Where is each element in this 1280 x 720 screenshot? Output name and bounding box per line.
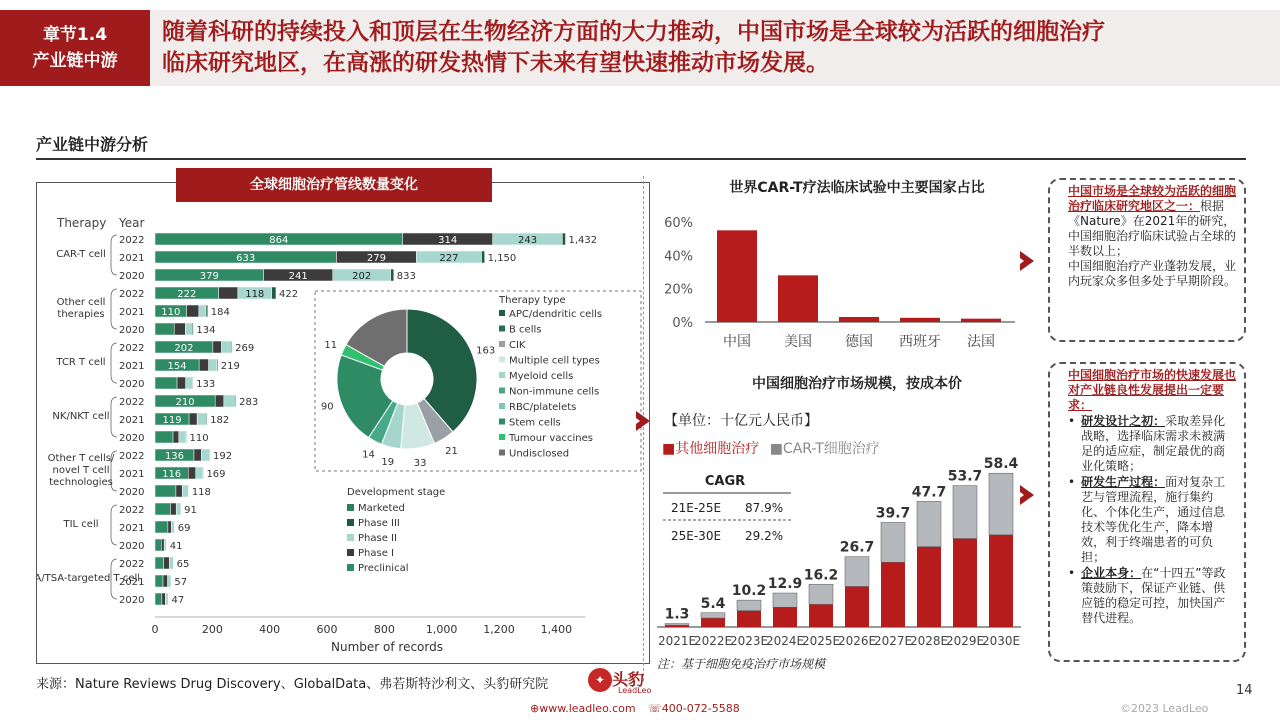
- therapy-legend-label: Stem cells: [509, 417, 561, 429]
- total-label: 110: [189, 433, 209, 444]
- total-label: 219: [220, 361, 240, 372]
- market-bar-cart: [881, 522, 905, 562]
- year-label: 2021: [119, 361, 145, 372]
- total-label: 41: [169, 541, 183, 552]
- market-total-label: 12.9: [767, 576, 803, 593]
- pipeline-bar-segment: [206, 413, 207, 425]
- segment-label: 110: [161, 307, 181, 318]
- pipeline-bar-segment: [161, 539, 164, 551]
- therapy-label: Other T cells/: [47, 453, 115, 464]
- stage-legend-swatch: [347, 549, 354, 556]
- segment-label: 118: [245, 289, 265, 300]
- therapy-label: TIL cell: [63, 519, 99, 530]
- pipeline-bar-segment: [213, 341, 222, 353]
- therapy-legend-swatch: [499, 357, 505, 363]
- market-bar-other: [989, 535, 1013, 627]
- website-text: www.leadleo.com: [539, 702, 636, 715]
- total-label: 269: [235, 343, 255, 354]
- therapy-legend-label: Multiple cell types: [509, 355, 600, 367]
- donut-label: 163: [476, 345, 496, 357]
- total-label: 91: [184, 505, 197, 516]
- therapy-label: CAR-T cell: [56, 249, 106, 260]
- stage-legend-label: Phase I: [358, 548, 394, 559]
- therapy-legend-swatch: [499, 326, 505, 332]
- pipeline-bar-segment: [162, 593, 165, 605]
- market-total-label: 39.7: [875, 505, 911, 522]
- country-label: 法国: [967, 334, 995, 350]
- year-label: 2022: [119, 559, 145, 570]
- market-total-label: 47.7: [911, 484, 947, 501]
- pipeline-bar-segment: [199, 305, 206, 317]
- market-year-label: 2021E: [657, 634, 697, 648]
- arrow-right-icon: [636, 411, 650, 431]
- therapy-legend-swatch: [499, 403, 505, 409]
- chapter-badge: [0, 10, 150, 86]
- bullet-dot-icon: •: [1068, 475, 1076, 489]
- country-y-tick: 40%: [664, 249, 693, 265]
- market-bar-other: [737, 611, 761, 627]
- stage-legend-label: Phase III: [358, 518, 400, 529]
- market-bar-cart: [773, 593, 797, 607]
- segment-label: 241: [288, 271, 308, 282]
- x-axis-title: Number of records: [331, 640, 443, 654]
- therapy-legend-swatch: [499, 450, 505, 456]
- pipeline-bar-segment: [215, 395, 224, 407]
- pipeline-bar-segment: [201, 449, 209, 461]
- total-label: 1,150: [487, 253, 517, 264]
- pipeline-bar-segment: [189, 413, 197, 425]
- total-label: 182: [210, 415, 230, 426]
- pipeline-bar-segment: [219, 287, 238, 299]
- pipeline-bar-segment: [224, 395, 235, 407]
- segment-label: 633: [236, 253, 256, 264]
- bullet-text: 在“十四五”等政策鼓励下，保证产业链、供应链的稳定可控，加快国产替代进程。: [1081, 566, 1226, 625]
- footnote: 注：基于细胞免疫治疗市场规模: [657, 657, 826, 671]
- year-label: 2021: [119, 307, 145, 318]
- bullet-dot-icon: •: [1068, 566, 1076, 580]
- therapy-legend-swatch: [499, 372, 505, 378]
- year-label: 2020: [119, 595, 145, 606]
- market-bar-cart: [953, 486, 977, 539]
- pipeline-bar-segment: [185, 323, 192, 335]
- note2-bullet: [1068, 414, 1236, 474]
- year-label: 2020: [119, 325, 145, 336]
- year-label: 2021: [119, 415, 145, 426]
- therapy-legend-label: Tumour vaccines: [509, 433, 593, 444]
- segment-label: 243: [517, 235, 538, 246]
- pipeline-bar-segment: [170, 503, 176, 515]
- market-bar-other: [881, 562, 905, 627]
- globe-icon: ⊕: [530, 702, 540, 715]
- market-total-label: 5.4: [700, 595, 726, 612]
- pipeline-bar-segment: [192, 323, 193, 335]
- therapy-legend-label: Myeloid cells: [509, 371, 574, 382]
- bullet-content: [1081, 566, 1236, 626]
- pipeline-bar-segment: [272, 287, 276, 299]
- logo-text: 头豹: [612, 670, 645, 689]
- market-year-label: 2026E: [837, 634, 877, 648]
- x-tick-label: 1,400: [540, 623, 573, 636]
- pipeline-bar-segment: [155, 521, 168, 533]
- leadleo-logo-icon: ✦: [588, 668, 612, 692]
- pipeline-bar-segment: [155, 503, 170, 515]
- segment-label: 222: [177, 289, 197, 300]
- pipeline-bar-segment: [155, 377, 177, 389]
- country-chart-title: 世界CAR-T疗法临床试验中主要国家占比: [729, 180, 985, 196]
- therapy-label: therapies: [57, 309, 105, 320]
- website-link[interactable]: [530, 702, 636, 715]
- therapy-legend-title: Therapy type: [499, 295, 566, 306]
- pipeline-bar-segment: [209, 359, 217, 371]
- market-legend: [662, 438, 880, 458]
- pipeline-bar-segment: [155, 323, 174, 335]
- note2-lead: 中国细胞治疗市场的快速发展也对产业链良性发展提出一定要求：: [1068, 368, 1237, 412]
- therapy-header: Therapy: [57, 216, 107, 230]
- pipeline-bar-segment: [177, 377, 186, 389]
- pipeline-bar-segment: [206, 305, 208, 317]
- year-label: 2020: [119, 541, 145, 552]
- pipeline-panel: [36, 182, 650, 664]
- market-year-label: 2023E: [729, 634, 769, 648]
- pipeline-bar-segment: [165, 593, 168, 605]
- market-bar-other: [665, 625, 689, 627]
- bullet-text: 面对复杂工艺与管理流程，施行集约化、个体化生产，通过信息技术等优化生产，降本增效，利于终端患者的可负担；: [1081, 475, 1226, 564]
- pipeline-banner: 全球细胞治疗管线数量变化: [176, 168, 492, 202]
- pipeline-bar-segment: [391, 269, 394, 281]
- stage-legend-title: Development stage: [347, 487, 446, 498]
- market-bar-other: [917, 547, 941, 627]
- total-label: 65: [176, 559, 190, 570]
- market-year-label: 2024E: [765, 634, 805, 648]
- badge-line1: 章节1.4: [42, 25, 108, 45]
- arrow-right-icon: [1020, 485, 1034, 505]
- pipeline-bar-segment: [169, 557, 173, 569]
- pipeline-bar-segment: [174, 323, 185, 335]
- country-bar: [961, 319, 1001, 322]
- donut-label: 11: [324, 339, 338, 351]
- year-label: 2022: [119, 289, 145, 300]
- market-total-label: 58.4: [983, 456, 1019, 473]
- pipeline-bar-segment: [217, 359, 218, 371]
- page-number: 14: [1236, 683, 1253, 698]
- year-label: 2022: [119, 451, 145, 462]
- bullet-dot-icon: •: [1068, 414, 1076, 428]
- total-label: 169: [206, 469, 226, 480]
- pipeline-bar-segment: [176, 503, 181, 515]
- country-bar: [839, 317, 879, 322]
- therapy-label: novel T cell: [52, 465, 110, 476]
- total-label: 283: [239, 397, 259, 408]
- total-label: 134: [196, 325, 216, 336]
- pipeline-bar-segment: [231, 341, 232, 353]
- group-bracket: [111, 343, 117, 383]
- pipeline-chart: [37, 183, 651, 665]
- pipeline-bar-segment: [235, 395, 236, 407]
- segment-label: 119: [162, 415, 182, 426]
- therapy-label: technologies: [49, 477, 113, 488]
- donut-label: 90: [320, 401, 334, 413]
- therapy-legend-label: B cells: [509, 324, 542, 336]
- bullet-head: 研发设计之初：: [1081, 414, 1166, 428]
- cagr-value: 87.9%: [745, 501, 784, 515]
- group-bracket: [111, 289, 117, 329]
- country-label: 美国: [784, 334, 812, 350]
- market-bar-other: [701, 618, 725, 627]
- country-label: 德国: [845, 334, 873, 350]
- pipeline-bar-segment: [155, 431, 173, 443]
- legend-other: ■其他细胞治疗: [662, 441, 760, 457]
- market-bar-other: [953, 539, 977, 627]
- total-label: 57: [174, 577, 188, 588]
- stage-legend-label: Phase II: [358, 533, 397, 544]
- pipeline-bar-segment: [155, 575, 163, 587]
- phone-text: 400-072-5588: [661, 702, 740, 715]
- note1-text1: 根据《Nature》在2021年的研究，中国细胞治疗临床试验占全球的半数以上；: [1068, 199, 1237, 258]
- pipeline-bar-segment: [562, 233, 565, 245]
- stage-legend-label: Marketed: [358, 503, 405, 514]
- group-bracket: [111, 397, 117, 437]
- bullet-text: 采取差异化战略，选择临床需求未被满足的适应症，制定最优的商业化策略；: [1081, 414, 1226, 473]
- pipeline-bar-segment: [155, 539, 161, 551]
- bullet-content: [1081, 475, 1236, 565]
- year-label: 2020: [119, 379, 145, 390]
- pipeline-bar-segment: [196, 467, 203, 479]
- pipeline-bar-segment: [194, 449, 201, 461]
- year-header: Year: [119, 216, 145, 230]
- total-label: 192: [213, 451, 233, 462]
- bullet-head: 企业本身：: [1081, 566, 1142, 580]
- stage-legend-swatch: [347, 519, 354, 526]
- year-label: 2020: [119, 487, 145, 498]
- market-year-label: 2027E: [873, 634, 913, 648]
- segment-label: 279: [366, 253, 386, 264]
- headline: [150, 10, 1280, 86]
- x-tick-label: 0: [151, 623, 159, 636]
- market-bar-other: [809, 604, 833, 627]
- total-label: 118: [191, 487, 211, 498]
- section-title: 产业链中游分析: [36, 135, 149, 154]
- pipeline-bar-segment: [222, 341, 232, 353]
- segment-label: 314: [438, 235, 458, 246]
- year-label: 2021: [119, 577, 145, 588]
- pipeline-bar-segment: [179, 431, 186, 443]
- segment-label: 136: [164, 451, 185, 462]
- market-total-label: 16.2: [803, 567, 839, 584]
- pipeline-bar-segment: [203, 467, 204, 479]
- country-y-tick: 20%: [664, 282, 693, 298]
- therapy-legend-swatch: [499, 434, 505, 440]
- pipeline-bar-segment: [209, 449, 210, 461]
- market-year-label: 2030E: [981, 634, 1021, 648]
- x-tick-label: 200: [201, 623, 223, 636]
- arrow-right-icon: [1020, 251, 1034, 271]
- cagr-period: 21E-25E: [671, 501, 722, 515]
- year-label: 2021: [119, 253, 145, 264]
- note2-bullet: [1068, 566, 1236, 626]
- cagr-title: CAGR: [704, 474, 746, 489]
- x-tick-label: 1,000: [425, 623, 458, 636]
- badge-line2: 产业链中游: [32, 51, 118, 71]
- stage-legend-swatch: [347, 504, 354, 511]
- pipeline-bar-segment: [163, 575, 168, 587]
- country-y-tick: 60%: [664, 216, 693, 231]
- therapy-legend-swatch: [499, 419, 505, 425]
- headline-line1: 随着科研的持续投入和顶层在生物经济方面的大力推动，中国市场是全球较为活跃的细胞治疗: [162, 19, 1105, 45]
- note2-bullet: [1068, 475, 1236, 565]
- therapy-legend-label: APC/dendritic cells: [509, 309, 603, 320]
- pipeline-bar-segment: [193, 377, 194, 389]
- total-label: 184: [210, 307, 230, 318]
- market-chart-title: 中国细胞治疗市场规模，按成本价: [752, 376, 962, 392]
- market-year-label: 2028E: [909, 634, 949, 648]
- therapy-label: Other cell: [56, 297, 106, 308]
- note1-lead: 中国市场是全球较为活跃的细胞治疗临床研究地区之一：: [1068, 184, 1237, 213]
- pipeline-bar-segment: [482, 251, 485, 263]
- pipeline-bar-segment: [155, 593, 162, 605]
- pipeline-bar-segment: [173, 431, 179, 443]
- pipeline-bar-segment: [164, 557, 170, 569]
- stage-legend-swatch: [347, 564, 354, 571]
- donut-label: 14: [362, 449, 375, 461]
- market-bar-cart: [809, 584, 833, 604]
- pipeline-bar-segment: [164, 539, 166, 551]
- pipeline-bar-segment: [155, 485, 176, 497]
- country-y-tick: 0%: [672, 316, 693, 331]
- total-label: 69: [177, 523, 191, 534]
- total-label: 1,432: [568, 235, 598, 246]
- total-label: 833: [396, 271, 416, 282]
- bullet-content: [1081, 414, 1236, 474]
- country-bar: [778, 275, 818, 322]
- pipeline-bar-segment: [186, 377, 193, 389]
- market-total-label: 10.2: [731, 583, 767, 600]
- market-bar-cart: [917, 501, 941, 546]
- segment-label: 154: [167, 361, 187, 372]
- therapy-legend-swatch: [499, 310, 505, 316]
- year-label: 2022: [119, 397, 145, 408]
- therapy-label: A/TSA-targeted T cell: [37, 573, 141, 584]
- copyright: ©2023 LeadLeo: [1120, 702, 1209, 715]
- country-label: 西班牙: [899, 334, 941, 350]
- therapy-legend-swatch: [499, 341, 505, 347]
- pipeline-bar-segment: [176, 485, 182, 497]
- therapy-legend-label: Non-immune cells: [509, 386, 600, 398]
- group-bracket: [111, 235, 117, 275]
- therapy-legend-label: RBC/platelets: [509, 402, 577, 413]
- market-bar-cart: [845, 557, 869, 587]
- pipeline-bar-segment: [182, 485, 188, 497]
- market-bar-cart: [737, 600, 761, 611]
- segment-label: 202: [174, 343, 194, 354]
- country-label: 中国: [723, 334, 751, 350]
- year-label: 2022: [119, 505, 145, 516]
- market-total-label: 53.7: [947, 468, 983, 485]
- pipeline-bar-segment: [188, 467, 195, 479]
- year-label: 2021: [119, 523, 145, 534]
- market-bar-other: [773, 607, 797, 627]
- pipeline-bar-segment: [171, 521, 174, 533]
- therapy-label: NK/NKT cell: [52, 411, 110, 422]
- pipeline-bar-segment: [187, 305, 199, 317]
- note-industry-requirements: [1048, 362, 1246, 662]
- donut-label: 21: [445, 446, 458, 458]
- legend-cart: ■CAR-T细胞治疗: [769, 441, 880, 457]
- cagr-period: 25E-30E: [671, 529, 722, 543]
- country-bar: [717, 230, 757, 322]
- phone-icon: ☏: [648, 702, 662, 715]
- section-divider: [36, 158, 1246, 160]
- pipeline-bar-segment: [168, 521, 171, 533]
- note1-text2: 中国细胞治疗产业蓬勃发展，业内玩家众多但多处于早期阶段。: [1068, 259, 1237, 288]
- donut-label: 19: [381, 456, 395, 468]
- market-total-label: 1.3: [664, 606, 690, 623]
- country-bar: [900, 318, 940, 322]
- donut-label: 33: [413, 457, 427, 469]
- therapy-legend-label: CIK: [509, 340, 526, 351]
- market-year-label: 2025E: [801, 634, 841, 648]
- x-tick-label: 800: [373, 623, 395, 636]
- segment-label: 202: [352, 271, 372, 282]
- pipeline-bar-segment: [197, 413, 206, 425]
- segment-label: 116: [162, 469, 182, 480]
- year-label: 2022: [119, 343, 145, 354]
- stage-legend-swatch: [347, 534, 354, 541]
- total-label: 133: [196, 379, 216, 390]
- year-label: 2022: [119, 235, 145, 246]
- note-china-activity: [1048, 178, 1246, 342]
- segment-label: 379: [199, 271, 219, 282]
- therapy-legend-swatch: [499, 388, 505, 394]
- year-label: 2021: [119, 469, 145, 480]
- total-label: 47: [171, 595, 185, 606]
- pipeline-bar-segment: [155, 557, 164, 569]
- source-note: 来源：Nature Reviews Drug Discovery、GlobalData、弗若斯特沙利文、头豹研究院: [36, 677, 549, 692]
- pipeline-bar-segment: [188, 485, 189, 497]
- therapy-legend-label: Undisclosed: [509, 448, 570, 460]
- headline-line2: 临床研究地区，在高涨的研发热情下未来有望快速推动市场发展。: [162, 50, 829, 76]
- year-label: 2020: [119, 433, 145, 444]
- market-bar-cart: [989, 473, 1013, 535]
- market-year-label: 2022E: [693, 634, 733, 648]
- logo-subtext: LeadLeo: [618, 686, 652, 695]
- market-total-label: 26.7: [839, 539, 875, 556]
- group-bracket: [111, 505, 117, 545]
- market-bar-cart: [701, 613, 725, 618]
- unit-label: 【单位：十亿元人民币】: [664, 413, 818, 429]
- segment-label: 227: [439, 253, 459, 264]
- total-label: 422: [278, 289, 299, 300]
- pipeline-bar-segment: [199, 359, 208, 371]
- therapy-label: TCR T cell: [56, 357, 106, 368]
- year-label: 2020: [119, 271, 145, 282]
- market-bar-cart: [665, 624, 689, 626]
- bullet-head: 研发生产过程：: [1081, 475, 1166, 489]
- segment-label: 864: [269, 235, 289, 246]
- x-tick-label: 1,200: [483, 623, 515, 636]
- cagr-value: 29.2%: [745, 529, 784, 543]
- market-bar-other: [845, 586, 869, 627]
- phone-number: [648, 702, 740, 715]
- segment-label: 210: [175, 397, 195, 408]
- market-year-label: 2029E: [945, 634, 985, 648]
- pipeline-bar-segment: [168, 575, 171, 587]
- pipeline-bar-segment: [186, 431, 187, 443]
- x-tick-label: 600: [316, 623, 338, 636]
- stage-legend-label: Preclinical: [358, 563, 409, 574]
- x-tick-label: 400: [259, 623, 281, 636]
